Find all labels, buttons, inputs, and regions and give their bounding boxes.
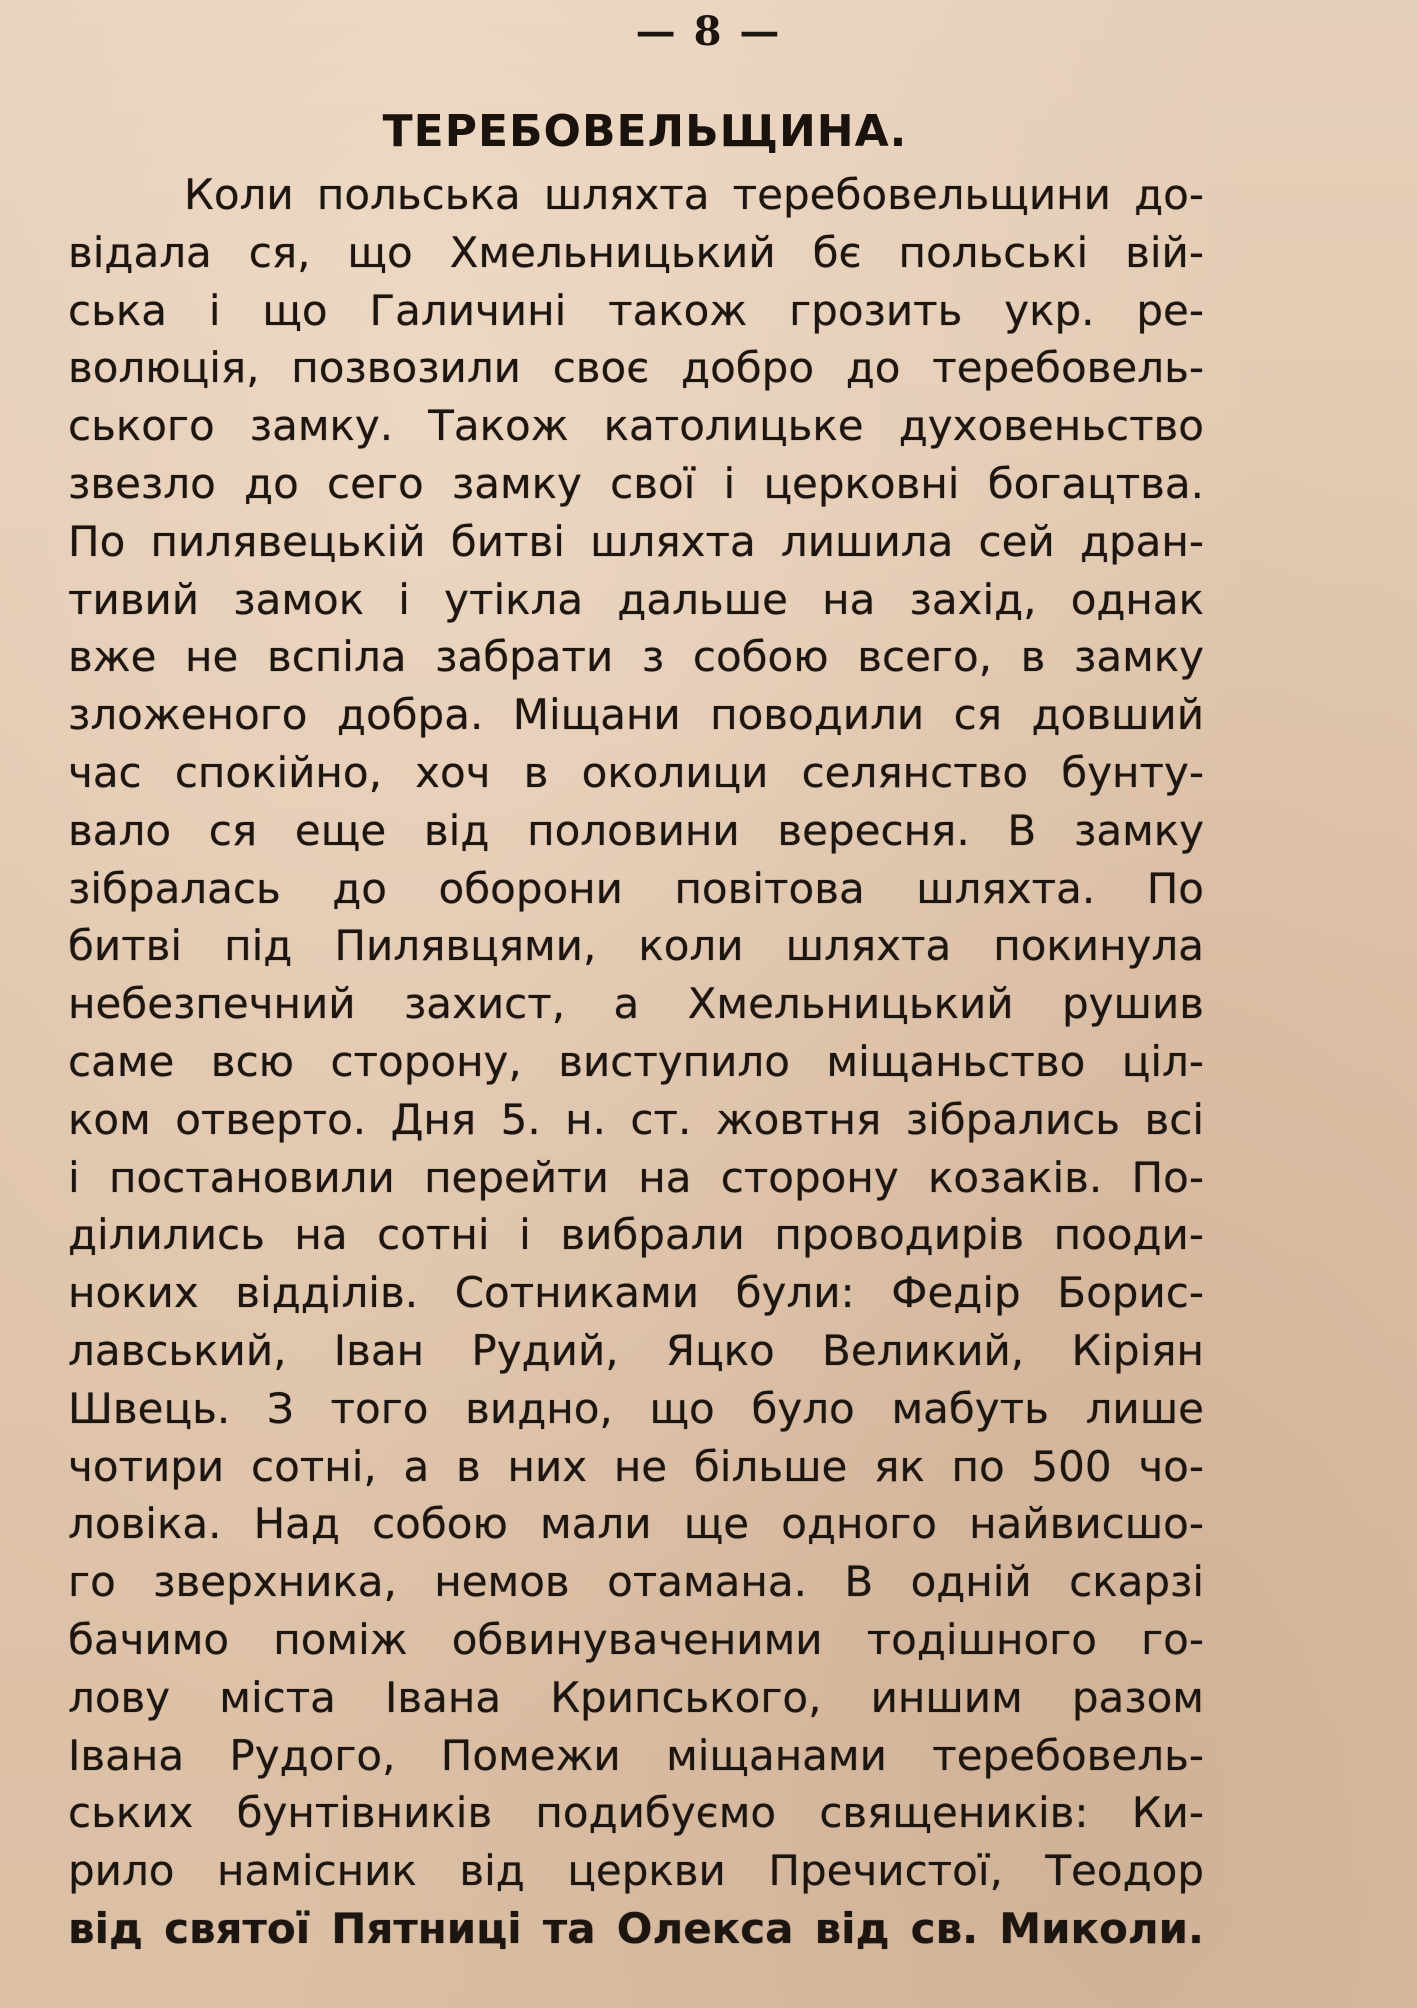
- text-line: Івана Рудого, Помежи міщанами теребовель-: [68, 1730, 1204, 1780]
- text-line: саме всю сторону, виступило міщаньство цiл-: [68, 1036, 1204, 1086]
- text-line: Швець. З того видно, що було мабуть лише: [68, 1383, 1204, 1433]
- text-line: ділились на сотні і вибрали проводирів пооди-: [68, 1210, 1204, 1260]
- text-line: рило намісник від церкви Пречистої, Теодор: [68, 1846, 1204, 1896]
- text-line: від святої Пятниці та Олекса від св. Миколи.: [68, 1903, 1204, 1953]
- text-line: ловіка. Над собою мали ще одного найвисшо-: [68, 1499, 1204, 1549]
- text-line: вало ся еще від половини вересня. В замку: [68, 805, 1204, 855]
- text-line: відала ся, що Хмельницький бє польські вій-: [68, 227, 1204, 277]
- text-line: волюція, позвозили своє добро до теребовель-: [68, 343, 1204, 393]
- text-line: лову міста Івана Крипського, иншим разом: [68, 1672, 1204, 1722]
- text-line: ком отверто. Дня 5. н. ст. жовтня зібрались всі: [68, 1094, 1204, 1144]
- text-line: ноких відділів. Сотниками були: Федір Борис-: [68, 1268, 1204, 1318]
- chapter-title: ТЕРЕБОВЕЛЬЩИНА.: [382, 106, 908, 157]
- text-line: небезпечний захист, а Хмельницький рушив: [68, 979, 1204, 1029]
- body-text: [68, 166, 1204, 1958]
- text-line: зложеного добра. Міщани поводили ся довший: [68, 690, 1204, 740]
- text-line: вже не вспіла забрати з собою всего, в замку: [68, 632, 1204, 682]
- text-line: і постановили перейти на сторону козаків. По-: [68, 1152, 1204, 1202]
- text-line: битві під Пилявцями, коли шляхта покинула: [68, 921, 1204, 971]
- text-line: ського замку. Також католицьке духовеньство: [68, 401, 1204, 451]
- text-line: Коли польська шляхта теребовельщини до-: [184, 170, 1204, 219]
- text-line: бачимо поміж обвинуваченими тодішного го-: [68, 1614, 1204, 1664]
- text-line: звезло до сего замку свої і церковні богацтва.: [68, 458, 1204, 508]
- text-line: зібралась до оборони повітова шляхта. По: [68, 863, 1204, 913]
- text-line: По пилявецькій битві шляхта лишила сей дран-: [68, 516, 1204, 566]
- text-line: час спокійно, хоч в околици селянство бунту-: [68, 747, 1204, 797]
- text-line: го зверхника, немов отамана. В одній скарзі: [68, 1557, 1204, 1607]
- text-line: чотири сотні, а в них не більше як по 500 чо-: [68, 1441, 1204, 1491]
- text-line: лавський, Іван Рудий, Яцко Великий, Кіріян: [68, 1325, 1204, 1375]
- page-number: — 8 —: [635, 8, 782, 55]
- text-line: ських бунтівників подибуємо священиків: Ки-: [68, 1788, 1204, 1838]
- text-line: тивий замок і утікла дальше на захід, однак: [68, 574, 1204, 624]
- text-line: ська і що Галичині також грозить укр. ре-: [68, 285, 1204, 335]
